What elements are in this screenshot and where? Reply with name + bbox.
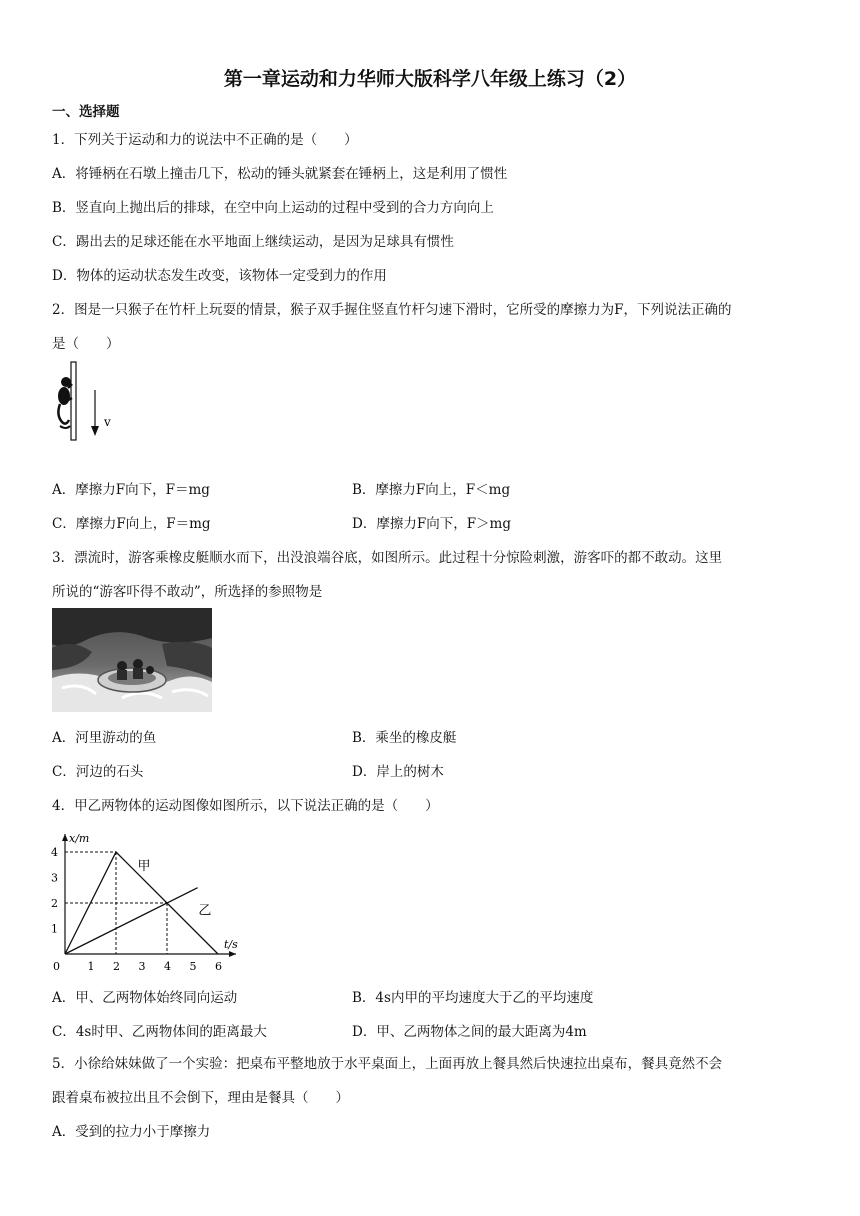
x-tick-label: 1 <box>87 960 95 973</box>
q1-option-a[interactable]: A．将锤柄在石墩上撞击几下，松动的锤头就紧套在锤柄上，这是利用了惯性 <box>52 166 508 182</box>
series-label-yi: 乙 <box>198 903 212 919</box>
q5-stem-line1: 5．小徐给妹妹做了一个实验：把桌布平整地放于水平桌面上，上面再放上餐具然后快速拉出桌布，餐具竟然不会 <box>52 1056 723 1072</box>
x-tick-label: 6 <box>215 960 222 973</box>
q1-option-d[interactable]: D．物体的运动状态发生改变，该物体一定受到力的作用 <box>52 268 387 284</box>
x-tick-label: 4 <box>164 960 171 973</box>
y-tick-label: 3 <box>51 871 58 885</box>
q3-option-a[interactable]: A．河里游动的鱼 <box>52 730 157 746</box>
q4-stem: 4．甲乙两物体的运动图像如图所示，以下说法正确的是（ ） <box>52 798 439 814</box>
y-axis-arrow <box>62 834 68 841</box>
section-heading: 一、选择题 <box>52 104 120 120</box>
q2-stem-line1: 2．图是一只猴子在竹杆上玩耍的情景，猴子双手握住竖直竹杆匀速下滑时，它所受的摩擦力为F，下列说法正确的 <box>52 302 732 318</box>
q2-option-d[interactable]: D．摩擦力F向下，F＞mg <box>352 516 512 532</box>
x-tick-label: 0 <box>53 960 60 973</box>
rafting-photo <box>52 608 212 712</box>
y-tick-label: 4 <box>51 846 58 859</box>
y-tick-label: 2 <box>51 897 58 910</box>
x-tick-label: 5 <box>189 960 197 973</box>
q2-stem-line2: 是（ ） <box>52 336 120 352</box>
x-tick-label: 3 <box>138 960 146 973</box>
q3-stem-line1: 3．漂流时，游客乘橡皮艇顺水而下，出没浪端谷底，如图所示。此过程十分惊险刺激，游客吓的都不敢动。这里 <box>52 550 723 566</box>
q5-option-a[interactable]: A．受到的拉力小于摩擦力 <box>52 1124 211 1140</box>
q3-option-d[interactable]: D．岸上的树木 <box>352 764 444 780</box>
q3-option-b[interactable]: B．乘坐的橡皮艇 <box>352 730 457 746</box>
q4-option-b[interactable]: B．4s内甲的平均速度大于乙的平均速度 <box>352 990 594 1006</box>
q2-option-c[interactable]: C．摩擦力F向上，F＝mg <box>52 516 211 532</box>
series-label-jia: 甲 <box>137 858 151 874</box>
q1-stem: 1．下列关于运动和力的说法中不正确的是（ ） <box>52 132 358 148</box>
q2-option-b[interactable]: B．摩擦力F向上，F＜mg <box>352 482 511 498</box>
monkey-pole-figure <box>52 360 122 442</box>
q4-option-c[interactable]: C．4s时甲、乙两物体间的距离最大 <box>52 1024 267 1040</box>
x-axis-label: t/s <box>224 938 238 951</box>
q2-option-a[interactable]: A．摩擦力F向下，F＝mg <box>52 482 210 498</box>
bamboo-pole <box>71 362 76 440</box>
y-tick-label: 1 <box>51 922 58 936</box>
q4-option-d[interactable]: D．甲、乙两物体之间的最大距离为4m <box>352 1024 587 1040</box>
series-yi-line <box>65 888 198 954</box>
monkey-icon <box>58 377 72 428</box>
y-axis-label: x/m <box>69 832 90 845</box>
position-time-chart <box>48 820 258 974</box>
q1-option-c[interactable]: C．踢出去的足球还能在水平地面上继续运动，是因为足球具有惯性 <box>52 234 454 250</box>
x-axis-arrow <box>229 951 236 957</box>
q1-option-b[interactable]: B．竖直向上抛出后的排球，在空中向上运动的过程中受到的合力方向向上 <box>52 200 494 216</box>
page-title: 第一章运动和力华师大版科学八年级上练习（2） <box>223 68 637 90</box>
x-tick-label: 2 <box>113 960 120 973</box>
q3-stem-line2: 所说的“游客吓得不敢动”，所选择的参照物是 <box>52 584 323 600</box>
velocity-label: v <box>104 415 111 429</box>
q3-option-c[interactable]: C．河边的石头 <box>52 764 144 780</box>
q5-stem-line2: 跟着桌布被拉出且不会倒下，理由是餐具（ ） <box>52 1090 349 1106</box>
q4-option-a[interactable]: A．甲、乙两物体始终同向运动 <box>52 990 238 1006</box>
